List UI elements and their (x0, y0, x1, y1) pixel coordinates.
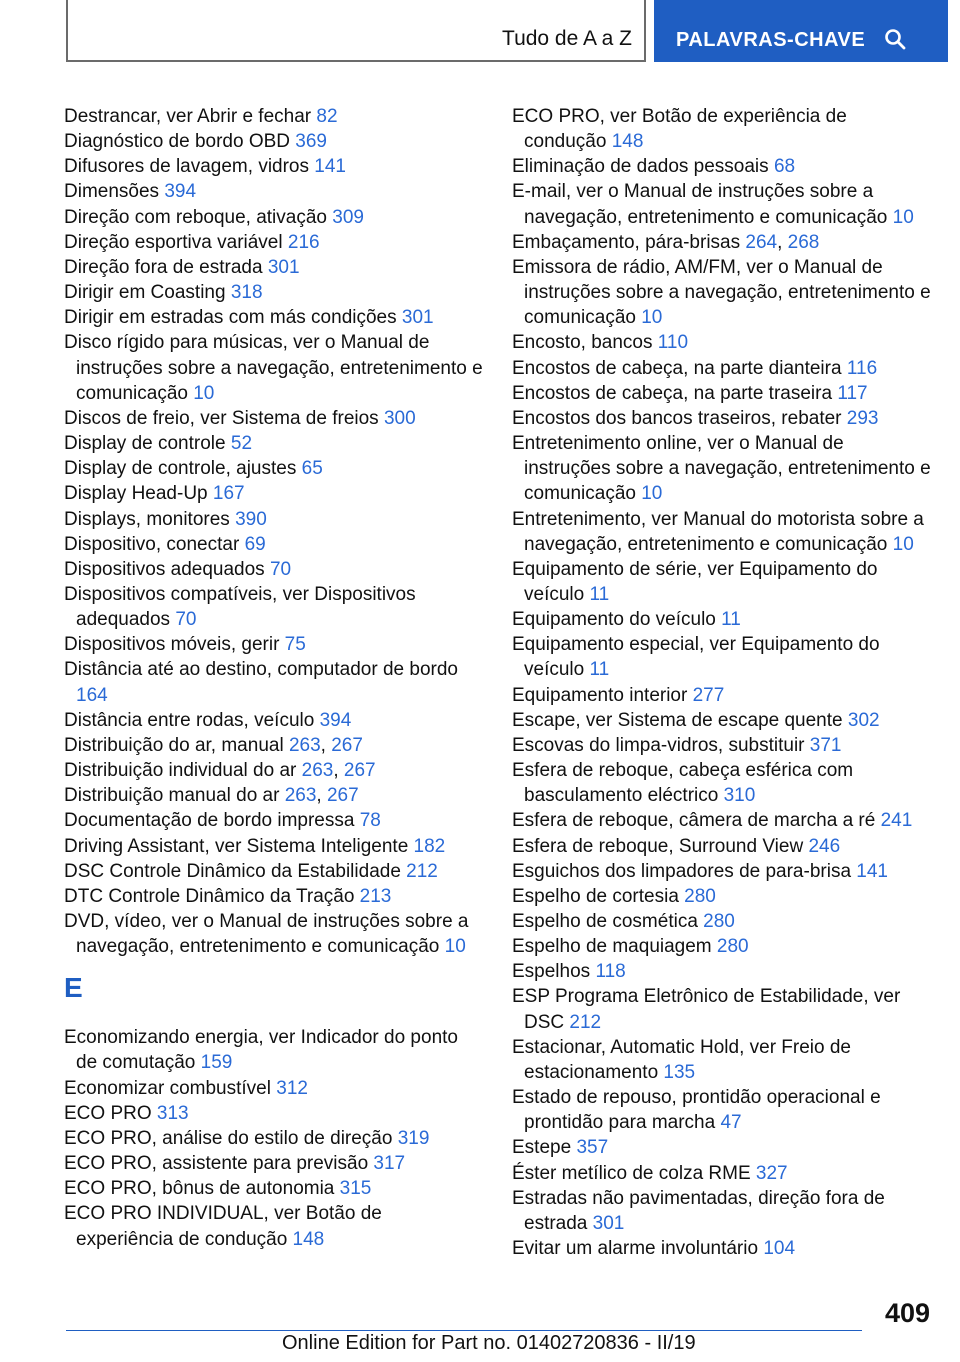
index-entry (512, 507, 932, 557)
index-entry (512, 607, 932, 632)
page-ref-link[interactable]: 300 (383, 407, 416, 429)
index-entry-term: ECO PRO, assistente para previsão (64, 1153, 374, 1175)
page-ref-link[interactable]: 10 (641, 483, 663, 505)
tab-keywords[interactable] (654, 0, 948, 62)
page-ref-link[interactable]: 317 (373, 1153, 406, 1175)
page-ref-link[interactable]: 78 (359, 810, 381, 832)
index-entry (64, 834, 484, 859)
page-ref-link[interactable]: 263 (301, 760, 334, 782)
index-entry-term: Entretenimento online, ver o Manual de instruções sobre a navegação, entretenimento e comunicação (512, 433, 931, 505)
index-entry (512, 330, 932, 355)
page-ref-link[interactable]: 212 (569, 1011, 602, 1033)
index-entry-term: ECO PRO INDIVIDUAL, ver Botão de experiência de condução (64, 1203, 382, 1250)
index-entry (512, 230, 932, 255)
page-ref-link[interactable]: 216 (287, 231, 320, 253)
index-entry (512, 708, 932, 733)
page-ref-link[interactable]: 369 (295, 131, 327, 153)
page-ref-link[interactable]: 268 (787, 231, 820, 253)
index-entry-term: Entretenimento, ver Manual do motorista sobre a navegação, entretenimento e comunicação (512, 508, 924, 555)
index-entry-term: Estepe (512, 1137, 577, 1159)
index-entry (512, 808, 932, 833)
index-entry (64, 909, 484, 959)
index-entry-term: Escape, ver Sistema de escape quente (512, 709, 848, 731)
index-entry-term: Dispositivos adequados (64, 558, 270, 580)
index-entry-term: Direção esportiva variável (64, 231, 288, 253)
index-entry-term: Esfera de reboque, câmera de marcha a ré (512, 810, 881, 832)
index-entry (64, 582, 484, 632)
page-ref-link[interactable]: 280 (684, 885, 716, 907)
index-entry-term: Estradas não pavimentadas, direção fora de estrada (512, 1187, 885, 1234)
index-entry-term: Display de controle, ajustes (64, 458, 302, 480)
index-entry-term: ESP Programa Eletrônico de Estabilidade, ver DSC (512, 986, 901, 1033)
index-entry-term: Espelho de cosmética (512, 911, 704, 932)
index-entry-term: ECO PRO, bônus de autonomia (64, 1178, 340, 1200)
page-ref-link[interactable]: 69 (244, 533, 266, 555)
index-entry-term: Éster metílico de colza RME (512, 1162, 756, 1184)
page-ref-link[interactable]: 47 (720, 1112, 742, 1134)
index-entry (64, 557, 484, 582)
index-entry (512, 1035, 932, 1085)
index-entry (64, 1101, 484, 1126)
index-entry-term: Difusores de lavagem, vidros (64, 156, 315, 178)
index-entry-term: Encostos de cabeça, na parte dianteira (512, 357, 847, 379)
page-ref-link[interactable]: 293 (846, 407, 879, 429)
page-ref-link[interactable]: 390 (235, 508, 267, 530)
index-entry (64, 104, 484, 129)
page-ref-link[interactable]: 241 (880, 810, 913, 832)
index-entry (64, 808, 484, 833)
page-ref-link[interactable]: 65 (301, 458, 323, 480)
search-icon[interactable] (884, 28, 906, 50)
page-ref-link[interactable]: 10 (193, 382, 215, 404)
page-ref-link[interactable]: 246 (808, 835, 841, 857)
index-entry (512, 1236, 932, 1261)
page-ref-link[interactable]: 82 (316, 106, 338, 127)
page-ref-link[interactable]: 315 (339, 1178, 372, 1200)
index-entry-term: Espelhos (512, 961, 596, 983)
tab-a-to-z[interactable] (66, 0, 646, 62)
page-ref-link[interactable]: 167 (212, 483, 245, 505)
index-entry (512, 632, 932, 682)
page-ref-link[interactable]: 70 (269, 558, 292, 580)
footer-edition: Online Edition for Part no. 01402720836 - II/19 (282, 1332, 696, 1354)
page-ref-separator: , (316, 785, 327, 807)
index-entry (64, 1126, 484, 1151)
page-ref-link[interactable]: 309 (332, 206, 364, 228)
index-entry-term: Dirigir em Coasting (64, 282, 231, 304)
index-entry-term: Esfera de reboque, cabeça esférica com basculamento eléctrico (512, 760, 854, 807)
page-ref-link[interactable]: 302 (847, 709, 880, 731)
index-entry-term: Estado de repouso, prontidão operacional e prontidão para marcha (512, 1087, 881, 1134)
page-ref-link[interactable]: 52 (230, 433, 253, 455)
index-entry (64, 632, 484, 657)
index-entry-term: ECO PRO, análise do estilo de direção (64, 1127, 398, 1149)
index-entry (64, 129, 484, 154)
page-ref-link[interactable]: 10 (641, 307, 663, 329)
footer-divider (66, 1330, 862, 1331)
index-entry-term: Dispositivo, conectar (64, 533, 245, 555)
index-entry (512, 154, 932, 179)
index-entry-term: Emissora de rádio, AM/FM, ver o Manual de instruções sobre a navegação, entretenimento e comunicação (512, 256, 931, 329)
index-entry-term: ECO PRO, ver Botão de experiência de condução (512, 106, 847, 153)
index-entry (64, 1025, 484, 1075)
index-entry (512, 884, 932, 909)
page-ref-link[interactable]: 68 (773, 156, 796, 178)
page-ref-link[interactable]: 148 (611, 131, 644, 153)
index-entry-term: Destrancar, ver Abrir e fechar (64, 106, 317, 127)
index-entry (64, 205, 484, 230)
page-ref-link[interactable]: 319 (397, 1127, 430, 1149)
index-entry (64, 1201, 484, 1251)
index-entry-term: Dirigir em estradas com más condições (64, 307, 402, 329)
index-column-left (64, 104, 484, 1252)
page-ref-link[interactable]: 312 (276, 1077, 308, 1099)
page-ref-link[interactable]: 313 (156, 1102, 189, 1124)
index-list-d (64, 104, 484, 959)
page-ref-link[interactable]: 135 (663, 1061, 696, 1083)
page-ref-link[interactable]: 277 (692, 684, 725, 706)
page-ref-link[interactable]: 301 (267, 256, 300, 278)
index-entry-term: Dispositivos compatíveis, ver Dispositivos adequados (64, 583, 416, 631)
index-entry-term: Escovas do limpa-vidros, substituir (512, 734, 810, 756)
index-entry (64, 230, 484, 255)
page-ref-link[interactable]: 159 (200, 1052, 233, 1074)
index-entry (512, 356, 932, 381)
page-ref-link[interactable]: 141 (856, 860, 888, 882)
page-ref-link[interactable]: 394 (164, 181, 197, 203)
index-entry-term: Eliminação de dados pessoais (512, 156, 774, 178)
page-ref-link[interactable]: 263 (284, 785, 317, 807)
page-ref-link[interactable]: 371 (809, 734, 842, 756)
index-entry (512, 1186, 932, 1236)
index-entry (512, 959, 932, 984)
index-entry-term: Displays, monitores (64, 508, 236, 530)
section-letter: E (64, 972, 83, 1004)
page-ref-link[interactable]: 301 (592, 1212, 625, 1234)
index-entry (512, 683, 932, 708)
page-ref-separator: , (333, 760, 344, 782)
index-entry-term: Evitar um alarme involuntário (512, 1238, 764, 1260)
index-entry (512, 733, 932, 758)
index-entry-term: Economizando energia, ver Indicador do ponto de comutação (64, 1027, 458, 1074)
index-entry-term: Distribuição do ar, manual (64, 734, 289, 756)
page-ref-link[interactable]: 310 (723, 785, 756, 807)
index-entry-term: DTC Controle Dinâmico da Tração (64, 885, 360, 907)
index-entry (64, 280, 484, 305)
page-ref-link[interactable]: 267 (331, 734, 363, 756)
index-entry (64, 431, 484, 456)
index-entry-term: Diagnóstico de bordo OBD (64, 131, 296, 153)
page-ref-link[interactable]: 267 (343, 760, 376, 782)
page-ref-link[interactable]: 11 (589, 659, 610, 681)
index-entry-term: DSC Controle Dinâmico da Estabilidade (64, 860, 407, 882)
page-ref-link[interactable]: 357 (576, 1137, 609, 1159)
index-entry (64, 733, 484, 758)
page-ref-link[interactable]: 11 (589, 583, 610, 605)
page-ref-link[interactable]: 394 (319, 709, 352, 731)
index-entry-term: DVD, vídeo, ver o Manual de instruções sobre a navegação, entretenimento e comunicação (64, 911, 469, 958)
index-entry (512, 758, 932, 808)
index-entry-term: Documentação de bordo impressa (64, 810, 360, 832)
index-entry (64, 1076, 484, 1101)
index-entry-term: Disco rígido para músicas, ver o Manual de instruções sobre a navegação, entretenimento e comunicação (64, 332, 483, 404)
index-entry-term: E-mail, ver o Manual de instruções sobre a navegação, entretenimento e comunicação (512, 181, 893, 228)
index-entry (512, 909, 932, 934)
page-ref-link[interactable]: 327 (755, 1162, 788, 1184)
page-ref-link[interactable]: 213 (359, 885, 392, 907)
index-entry-term: Equipamento de série, ver Equipamento do veículo (512, 558, 878, 605)
page-ref-link[interactable]: 301 (401, 307, 434, 329)
index-entry-term: Equipamento do veículo (512, 609, 722, 631)
index-entry-term: Discos de freio, ver Sistema de freios (64, 407, 384, 429)
index-entry (64, 406, 484, 431)
index-entry-term: Distância entre rodas, veículo (64, 709, 320, 731)
tab-keywords-label: PALAVRAS-CHAVE (676, 29, 866, 51)
page-ref-link[interactable]: 70 (175, 609, 197, 631)
index-entry (64, 657, 484, 707)
page-number: 409 (884, 1298, 930, 1328)
index-entry-term: Driving Assistant, ver Sistema Inteligente (64, 835, 414, 857)
page-ref-link[interactable]: 118 (595, 961, 626, 983)
index-entry (64, 481, 484, 506)
index-entry-term: Espelho de cortesia (512, 885, 685, 907)
index-entry (512, 255, 932, 330)
page-ref-link[interactable]: 280 (703, 911, 735, 932)
index-entry (512, 934, 932, 959)
index-entry-term: Dimensões (64, 181, 165, 203)
index-entry (64, 154, 484, 179)
index-entry (64, 330, 484, 405)
index-entry-term: Distância até ao destino, computador de bordo (64, 659, 458, 681)
index-entry-term: ECO PRO (64, 1102, 157, 1124)
page-ref-link[interactable]: 263 (288, 734, 321, 756)
page-ref-link[interactable]: 148 (292, 1228, 325, 1250)
index-entry-term: Economizar combustível (64, 1077, 277, 1099)
page-ref-link[interactable]: 75 (284, 634, 306, 656)
index-entry-term: Estacionar, Automatic Hold, ver Freio de estacionamento (512, 1036, 851, 1083)
index-entry (64, 456, 484, 481)
page-ref-link[interactable]: 104 (763, 1238, 796, 1260)
index-entry (512, 406, 932, 431)
index-entry-term: Direção com reboque, ativação (64, 206, 333, 228)
index-list-e (64, 1025, 484, 1251)
page-ref-link[interactable]: 10 (892, 533, 914, 555)
page-ref-link[interactable]: 182 (413, 835, 446, 857)
page-ref-link[interactable]: 11 (721, 609, 741, 631)
index-entry (512, 984, 932, 1034)
index-entry (64, 783, 484, 808)
page-ref-link[interactable]: 141 (314, 156, 346, 178)
page-ref-link[interactable]: 264 (745, 231, 778, 253)
index-entry-term: Display Head-Up (64, 483, 213, 505)
page-ref-link[interactable]: 117 (837, 382, 868, 404)
index-entry (512, 1135, 932, 1160)
index-entry-term: Esguichos dos limpadores de para-brisa (512, 860, 857, 882)
page-ref-link[interactable]: 280 (716, 936, 749, 958)
page-ref-link[interactable]: 116 (846, 357, 878, 379)
index-entry-term: Display de controle (64, 433, 231, 455)
index-entry (512, 834, 932, 859)
index-entry (512, 557, 932, 607)
index-entry (64, 179, 484, 204)
index-entry-term: Equipamento interior (512, 684, 693, 706)
index-entry-term: Encostos dos bancos traseiros, rebater (512, 407, 847, 429)
index-entry-term: Equipamento especial, ver Equipamento do veículo (512, 634, 880, 681)
index-entry (64, 532, 484, 557)
page-ref-link[interactable]: 212 (406, 860, 438, 882)
page-ref-link[interactable]: 318 (230, 282, 263, 304)
index-entry (512, 859, 932, 884)
index-entry-term: Direção fora de estrada (64, 256, 268, 278)
index-entry (512, 381, 932, 406)
index-entry (512, 179, 932, 229)
page-ref-link[interactable]: 267 (326, 785, 359, 807)
index-entry (64, 1151, 484, 1176)
index-column-right (512, 104, 932, 1261)
index-entry (64, 507, 484, 532)
index-entry (64, 859, 484, 884)
page-ref-separator: , (777, 231, 788, 253)
index-entry-term: Esfera de reboque, Surround View (512, 835, 809, 857)
page-ref-separator: , (320, 734, 332, 756)
index-entry (512, 1085, 932, 1135)
index-entry-term: Embaçamento, pára-brisas (512, 231, 746, 253)
index-entry-term: Encosto, bancos (512, 332, 658, 354)
index-entry-term: Distribuição individual do ar (64, 760, 302, 782)
tab-a-to-z-label: Tudo de A a Z (502, 27, 632, 50)
index-entry-term: Espelho de maquiagem (512, 936, 717, 958)
index-entry (64, 305, 484, 330)
index-entry (512, 431, 932, 506)
index-entry (512, 1161, 932, 1186)
index-entry-term: Dispositivos móveis, gerir (64, 634, 285, 656)
index-entry-term: Distribuição manual do ar (64, 785, 285, 807)
index-entry (64, 708, 484, 733)
page-ref-link[interactable]: 164 (76, 684, 108, 706)
page-ref-link[interactable]: 10 (444, 936, 466, 958)
index-entry (64, 758, 484, 783)
index-entry (512, 104, 932, 154)
top-navigation (66, 0, 948, 64)
index-entry (64, 1176, 484, 1201)
page-ref-link[interactable]: 110 (657, 332, 689, 354)
index-entry-term: Encostos de cabeça, na parte traseira (512, 382, 838, 404)
page-ref-link[interactable]: 10 (892, 206, 914, 228)
index-list-e-continued (512, 104, 932, 1261)
index-entry (64, 255, 484, 280)
index-entry (64, 884, 484, 909)
